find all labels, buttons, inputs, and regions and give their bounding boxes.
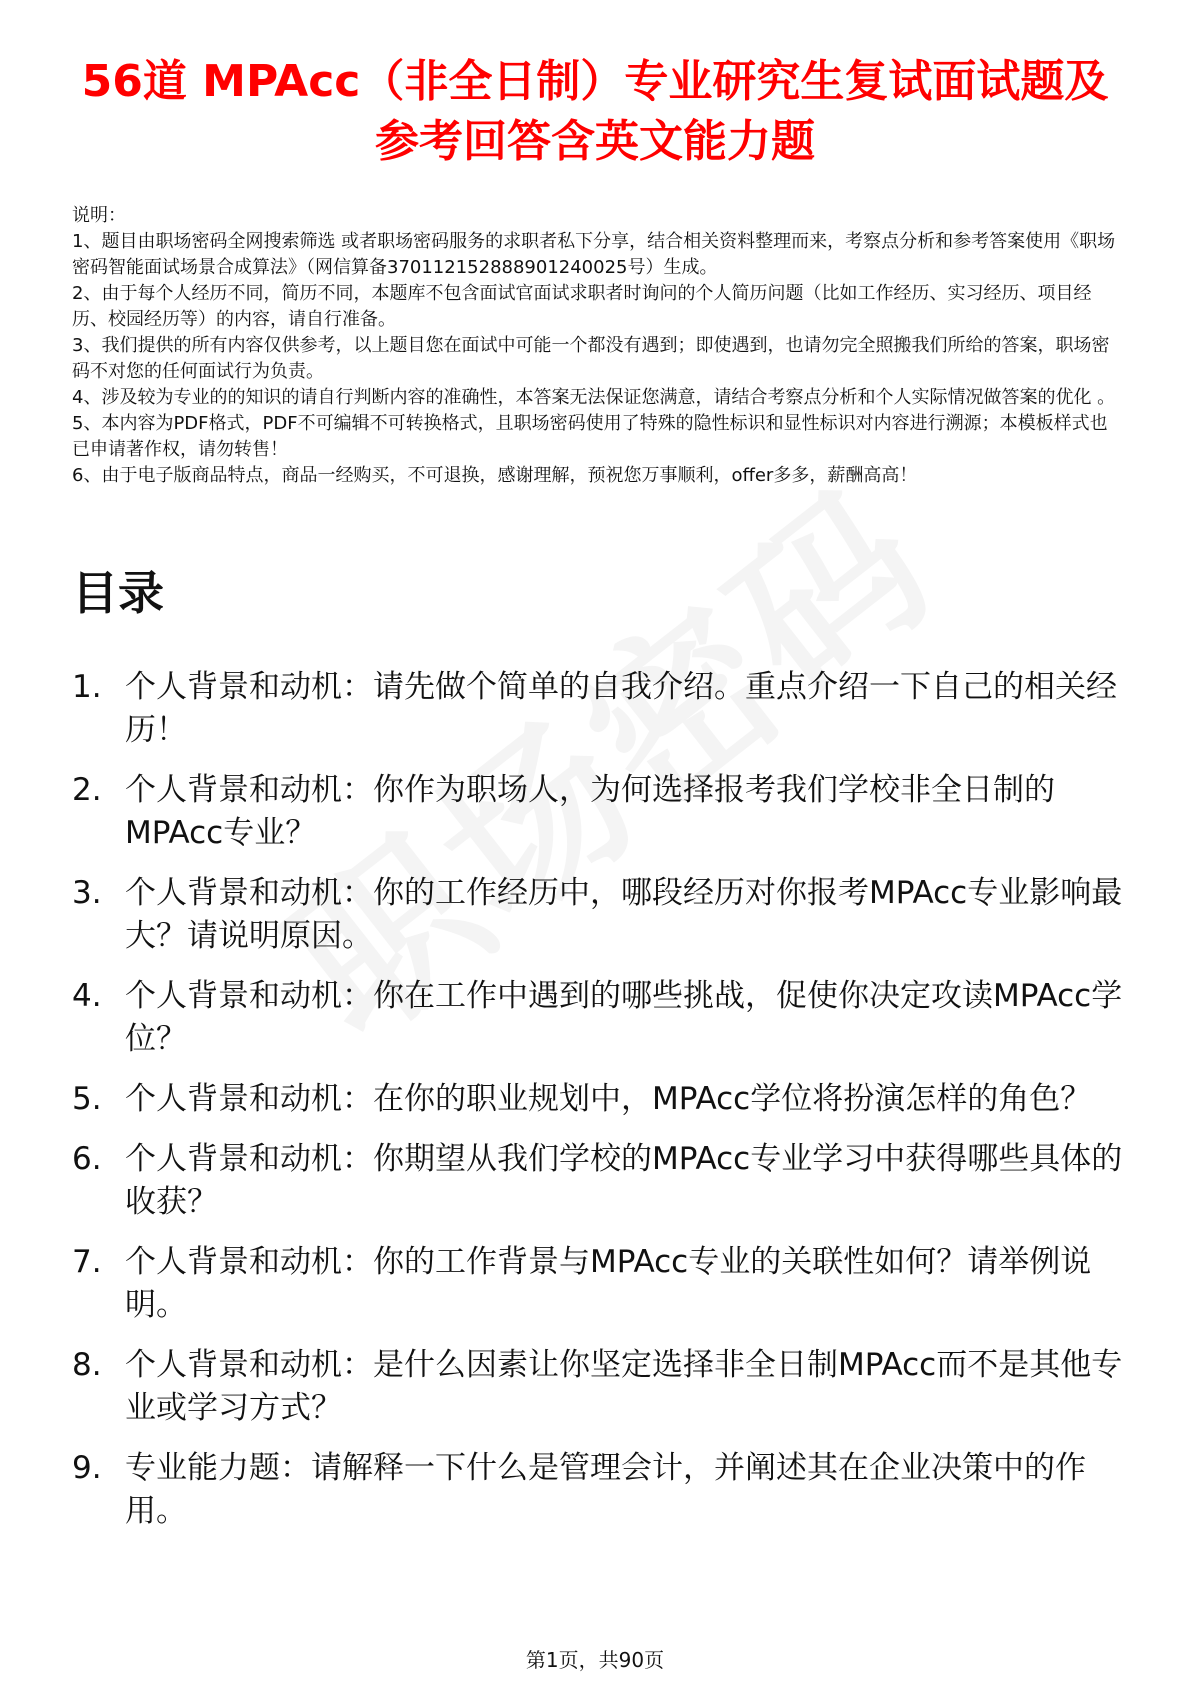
- toc-item[interactable]: [72, 1138, 1132, 1224]
- instruction-item: 6、由于电子版商品特点，商品一经购买，不可退换，感谢理解，预祝您万事顺利，offer多多，薪酬高高！: [72, 465, 918, 486]
- toc-item-number: 5.: [72, 1081, 102, 1117]
- toc-item-number: 8.: [72, 1347, 102, 1383]
- instruction-item: 1、题目由职场密码全网搜索筛选 或者职场密码服务的求职者私下分享，结合相关资料整理而来，考察点分析和参考答案使用《职场密码智能面试场景合成算法》（网信算备370112152888901240025号）生成。: [72, 231, 1116, 278]
- toc-item[interactable]: [72, 666, 1132, 752]
- instruction-item: 4、涉及较为专业的的知识的请自行判断内容的准确性，本答案无法保证您满意，请结合考察点分析和个人实际情况做答案的优化 。: [72, 387, 1116, 408]
- instructions: [72, 203, 1122, 489]
- toc-item[interactable]: [72, 1241, 1132, 1327]
- toc-item-text: 个人背景和动机：在你的职业规划中，MPAcc学位将扮演怎样的角色？: [125, 1081, 1092, 1117]
- toc-item-number: 7.: [72, 1244, 102, 1280]
- toc-item[interactable]: [72, 1078, 1132, 1121]
- toc-item-number: 3.: [72, 875, 102, 911]
- instruction-item: 3、我们提供的所有内容仅供参考，以上题目您在面试中可能一个都没有遇到；即使遇到，也请勿完全照搬我们所给的答案，职场密码不对您的任何面试行为负责。: [72, 335, 1110, 382]
- toc-item-text: 个人背景和动机：你在工作中遇到的哪些挑战，促使你决定攻读MPAcc学位？: [125, 978, 1123, 1057]
- toc-item[interactable]: [72, 1447, 1132, 1533]
- toc-item[interactable]: [72, 769, 1132, 855]
- table-of-contents: [72, 666, 1132, 1550]
- page-footer: 第1页，共90页: [525, 1648, 665, 1672]
- toc-item-number: 9.: [72, 1450, 102, 1486]
- toc-item-text: 个人背景和动机：你期望从我们学校的MPAcc专业学习中获得哪些具体的收获？: [125, 1141, 1123, 1220]
- toc-item[interactable]: [72, 975, 1132, 1061]
- toc-item-text: 专业能力题：请解释一下什么是管理会计，并阐述其在企业决策中的作用。: [125, 1450, 1086, 1529]
- toc-item-number: 4.: [72, 978, 102, 1014]
- toc-item-number: 2.: [72, 772, 102, 808]
- toc-item[interactable]: [72, 872, 1132, 958]
- instruction-item: 2、由于每个人经历不同，简历不同，本题库不包含面试官面试求职者时询问的个人简历问题（比如工作经历、实习经历、项目经历、校园经历等）的内容，请自行准备。: [72, 283, 1092, 330]
- toc-item-number: 1.: [72, 669, 102, 705]
- toc-heading: 目录: [72, 566, 164, 620]
- toc-item-text: 个人背景和动机：是什么因素让你坚定选择非全日制MPAcc而不是其他专业或学习方式？: [125, 1347, 1123, 1426]
- instruction-item: 5、本内容为PDF格式，PDF不可编辑不可转换格式，且职场密码使用了特殊的隐性标识和显性标识对内容进行溯源；本模板样式也已申请著作权，请勿转售！: [72, 413, 1108, 460]
- toc-item-text: 个人背景和动机：请先做个简单的自我介绍。重点介绍一下自己的相关经历！: [125, 669, 1117, 748]
- toc-item-number: 6.: [72, 1141, 102, 1177]
- page-title: 56道 MPAcc（非全日制）专业研究生复试面试题及参考回答含英文能力题: [81, 56, 1109, 167]
- toc-item-text: 个人背景和动机：你作为职场人，为何选择报考我们学校非全日制的MPAcc专业？: [125, 772, 1055, 851]
- toc-item-text: 个人背景和动机：你的工作背景与MPAcc专业的关联性如何？请举例说明。: [125, 1244, 1092, 1323]
- toc-item-text: 个人背景和动机：你的工作经历中，哪段经历对你报考MPAcc专业影响最大？请说明原因。: [125, 875, 1123, 954]
- instructions-heading: 说明：: [72, 205, 126, 226]
- toc-item[interactable]: [72, 1344, 1132, 1430]
